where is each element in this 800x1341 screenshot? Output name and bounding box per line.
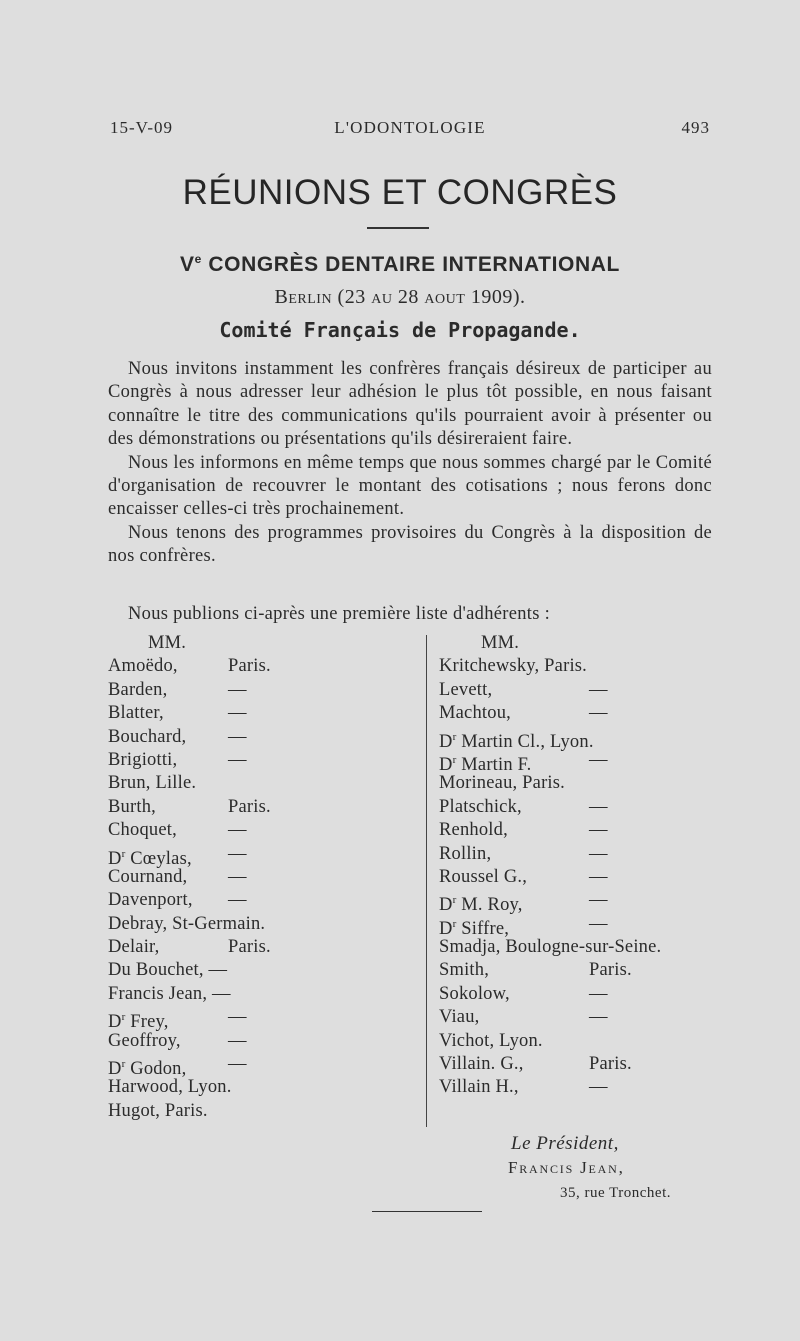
member-entry xyxy=(108,889,418,912)
member-name-text: Villain. G., xyxy=(439,1054,524,1075)
congress-numeral: V xyxy=(180,253,195,276)
member-city: — xyxy=(589,703,608,724)
member-name-text: M. Roy, xyxy=(456,895,523,916)
member-entry xyxy=(108,1100,418,1123)
member-entry xyxy=(439,726,739,752)
member-city: — xyxy=(589,1007,608,1028)
member-entry xyxy=(108,1030,418,1053)
member-name xyxy=(439,866,527,889)
title-prefix: D xyxy=(108,1012,122,1033)
member-city: — xyxy=(589,913,608,934)
member-name xyxy=(108,796,156,819)
member-entry xyxy=(108,843,418,869)
member-name xyxy=(108,866,187,889)
member-city: — xyxy=(228,1030,247,1051)
member-city: — xyxy=(589,843,608,864)
title-prefix: D xyxy=(439,918,453,939)
member-name-text: Morineau, Paris. xyxy=(439,773,565,794)
place-text: Berlin (23 au 28 aout 1909). xyxy=(274,286,526,308)
member-name-text: Kritchewsky, Paris. xyxy=(439,656,588,677)
signatory-name-text: Francis Jean, xyxy=(508,1158,625,1177)
member-name-text: Cournand, xyxy=(108,866,188,887)
member-entry xyxy=(439,889,739,916)
member-name xyxy=(439,796,522,819)
member-entry xyxy=(108,655,418,678)
member-name-text: Brigiotti, xyxy=(108,749,178,770)
member-city: — xyxy=(589,820,608,841)
member-name-text: Francis Jean, — xyxy=(108,983,231,1004)
member-entry xyxy=(439,679,739,702)
member-name xyxy=(108,726,186,749)
member-entry xyxy=(439,819,739,842)
member-city: — xyxy=(589,796,608,817)
member-name xyxy=(108,702,164,725)
member-name xyxy=(108,913,265,936)
member-entry xyxy=(439,983,739,1006)
congress-superscript: e xyxy=(194,252,202,266)
member-name xyxy=(108,1030,181,1053)
paragraph: Nous tenons des programmes provisoires du Congrès à la disposition de nos confrères. xyxy=(108,522,712,567)
title-superscript: r xyxy=(121,1058,126,1071)
member-city: — xyxy=(228,1007,247,1028)
title-superscript: r xyxy=(452,917,457,930)
member-entry xyxy=(439,655,739,678)
section-title: RÉUNIONS ET CONGRÈS xyxy=(182,173,618,212)
member-city: — xyxy=(228,1054,247,1075)
member-city: — xyxy=(589,1077,608,1098)
member-entry xyxy=(108,749,418,772)
member-name xyxy=(108,655,178,678)
member-name xyxy=(108,889,193,912)
member-name xyxy=(439,959,489,982)
congress-title xyxy=(0,252,800,277)
title-rule xyxy=(367,227,429,229)
member-name-text: Blatter, xyxy=(108,703,164,724)
member-name-text: Siffre, xyxy=(456,918,510,939)
member-name-text: Martin Cl., Lyon. xyxy=(456,731,594,752)
member-entry xyxy=(439,959,739,982)
member-entry xyxy=(108,1006,418,1033)
member-city: — xyxy=(589,983,608,1004)
member-name xyxy=(439,1030,543,1053)
member-entry xyxy=(108,866,418,889)
member-name xyxy=(439,1006,479,1029)
member-name xyxy=(439,655,587,678)
member-name-text: Delair, xyxy=(108,937,160,958)
announcement-body xyxy=(108,358,712,569)
committee-heading: Comité Français de Propagande. xyxy=(219,318,581,342)
member-entry xyxy=(108,1053,418,1080)
page-number: 493 xyxy=(681,118,710,137)
member-entry xyxy=(439,702,739,725)
journal-name: L'ODONTOLOGIE xyxy=(334,118,486,137)
member-city: — xyxy=(589,866,608,887)
member-city: — xyxy=(228,820,247,841)
member-entry xyxy=(108,772,418,795)
paragraph: Nous les informons en même temps que nous sommes chargé par le Comité d'organisation de recouvrer le montant des cotisations ; nous ferons donc encaisser celles-ci très prochainement. xyxy=(108,452,712,520)
title-prefix: D xyxy=(439,895,453,916)
members-right-column xyxy=(439,632,739,1100)
members-left-column xyxy=(108,632,418,1123)
member-name-text: Choquet, xyxy=(108,820,177,841)
member-name-text: Geoffroy, xyxy=(108,1030,181,1051)
member-city: — xyxy=(589,890,608,911)
member-name-text: Hugot, Paris. xyxy=(108,1100,208,1121)
end-rule xyxy=(372,1211,482,1212)
member-entry xyxy=(439,843,739,866)
member-name-text: Bouchard, xyxy=(108,726,187,747)
member-entry xyxy=(108,796,418,819)
member-name xyxy=(439,983,510,1006)
issue-date: 15-V-09 xyxy=(110,118,174,137)
member-name xyxy=(439,702,511,725)
member-name xyxy=(108,983,231,1006)
member-city: — xyxy=(589,749,608,770)
member-entry xyxy=(439,1006,739,1029)
member-entry xyxy=(108,819,418,842)
member-entry xyxy=(439,749,739,776)
signatory-title: Le Président, xyxy=(511,1133,619,1154)
member-name-text: Renhold, xyxy=(439,820,508,841)
member-name xyxy=(439,819,508,842)
member-name xyxy=(108,679,167,702)
title-prefix: D xyxy=(439,755,453,776)
member-name-text: Viau, xyxy=(439,1007,480,1028)
member-name xyxy=(108,959,227,982)
member-name-text: Levett, xyxy=(439,679,493,700)
member-name-text: Rollin, xyxy=(439,843,492,864)
title-superscript: r xyxy=(121,847,126,860)
member-name-text: Vichot, Lyon. xyxy=(439,1030,543,1051)
member-name xyxy=(439,1076,519,1099)
member-name-text: Amoëdo, xyxy=(108,656,178,677)
title-superscript: r xyxy=(452,753,457,766)
member-name-text: Smadja, Boulogne-sur-Seine. xyxy=(439,937,662,958)
member-entry xyxy=(439,866,739,889)
member-entry xyxy=(439,796,739,819)
column-heading: MM. xyxy=(481,633,520,653)
member-city: — xyxy=(228,679,247,700)
member-city: — xyxy=(228,866,247,887)
member-name-text: Du Bouchet, — xyxy=(108,960,228,981)
member-name xyxy=(108,1100,208,1123)
column-divider xyxy=(426,635,427,1127)
member-name-text: Godon, xyxy=(125,1059,187,1080)
member-name xyxy=(439,679,492,702)
member-name-text: Frey, xyxy=(125,1012,169,1033)
member-city: — xyxy=(228,890,247,911)
member-name xyxy=(108,936,160,959)
member-city: Paris. xyxy=(589,960,632,981)
member-entry xyxy=(108,913,418,936)
member-city: — xyxy=(228,703,247,724)
member-city: — xyxy=(228,726,247,747)
title-superscript: r xyxy=(452,730,457,743)
member-name-text: Burth, xyxy=(108,796,156,817)
member-name-text: Cœylas, xyxy=(125,848,192,869)
member-city: Paris. xyxy=(228,937,271,958)
signatory-name xyxy=(508,1158,625,1178)
member-entry xyxy=(439,936,739,959)
member-entry xyxy=(439,1030,739,1053)
member-name-text: Machtou, xyxy=(439,703,511,724)
member-name xyxy=(108,819,177,842)
title-prefix: D xyxy=(108,848,122,869)
member-entry xyxy=(108,679,418,702)
member-name-text: Harwood, Lyon. xyxy=(108,1077,232,1098)
member-name xyxy=(108,1076,232,1099)
title-prefix: D xyxy=(439,731,453,752)
member-name-text: Roussel G., xyxy=(439,866,528,887)
member-name-text: Barden, xyxy=(108,679,168,700)
member-name-text: Davenport, xyxy=(108,890,193,911)
member-entry xyxy=(439,772,739,795)
member-name xyxy=(439,936,661,959)
member-entry xyxy=(108,1076,418,1099)
member-name xyxy=(108,772,196,795)
member-entry xyxy=(108,959,418,982)
member-name xyxy=(439,843,491,866)
member-city: Paris. xyxy=(228,796,271,817)
member-name-text: Martin F. xyxy=(456,755,532,776)
list-intro: Nous publions ci-après une première liste d'adhérents : xyxy=(128,604,551,624)
paragraph: Nous invitons instamment les confrères français désireux de participer au Congrès à nous adresser leur adhésion le plus tôt possible, en nous faisant connaître le titre des communications qu'ils pourraient avoir à présenter ou des démonstrations ou présentations qu'ils désireraient faire. xyxy=(108,359,712,450)
member-name-text: Smith, xyxy=(439,960,490,981)
signatory-address: 35, rue Tronchet. xyxy=(560,1185,671,1201)
member-name-text: Villain H., xyxy=(439,1077,519,1098)
member-city: — xyxy=(228,749,247,770)
title-prefix: D xyxy=(108,1059,122,1080)
member-name-text: Sokolow, xyxy=(439,983,510,1004)
member-entry xyxy=(108,936,418,959)
congress-name: CONGRÈS DENTAIRE INTERNATIONAL xyxy=(201,253,620,276)
title-superscript: r xyxy=(121,1011,126,1024)
member-entry xyxy=(439,1076,739,1099)
member-entry xyxy=(439,913,739,939)
title-superscript: r xyxy=(452,894,457,907)
member-entry xyxy=(439,1053,739,1076)
member-name-text: Brun, Lille. xyxy=(108,773,197,794)
member-name-text: Debray, St-Germain. xyxy=(108,913,266,934)
member-city: Paris. xyxy=(228,656,271,677)
member-city: — xyxy=(228,843,247,864)
member-city: Paris. xyxy=(589,1054,632,1075)
member-city: — xyxy=(589,679,608,700)
column-heading: MM. xyxy=(148,633,187,653)
place-and-dates xyxy=(0,286,800,309)
member-entry xyxy=(108,726,418,749)
member-entry xyxy=(108,983,418,1006)
member-name-text: Platschick, xyxy=(439,796,522,817)
running-header xyxy=(110,118,710,140)
member-name xyxy=(439,772,565,795)
member-entry xyxy=(108,702,418,725)
member-name xyxy=(439,1053,524,1076)
member-name xyxy=(108,749,177,772)
